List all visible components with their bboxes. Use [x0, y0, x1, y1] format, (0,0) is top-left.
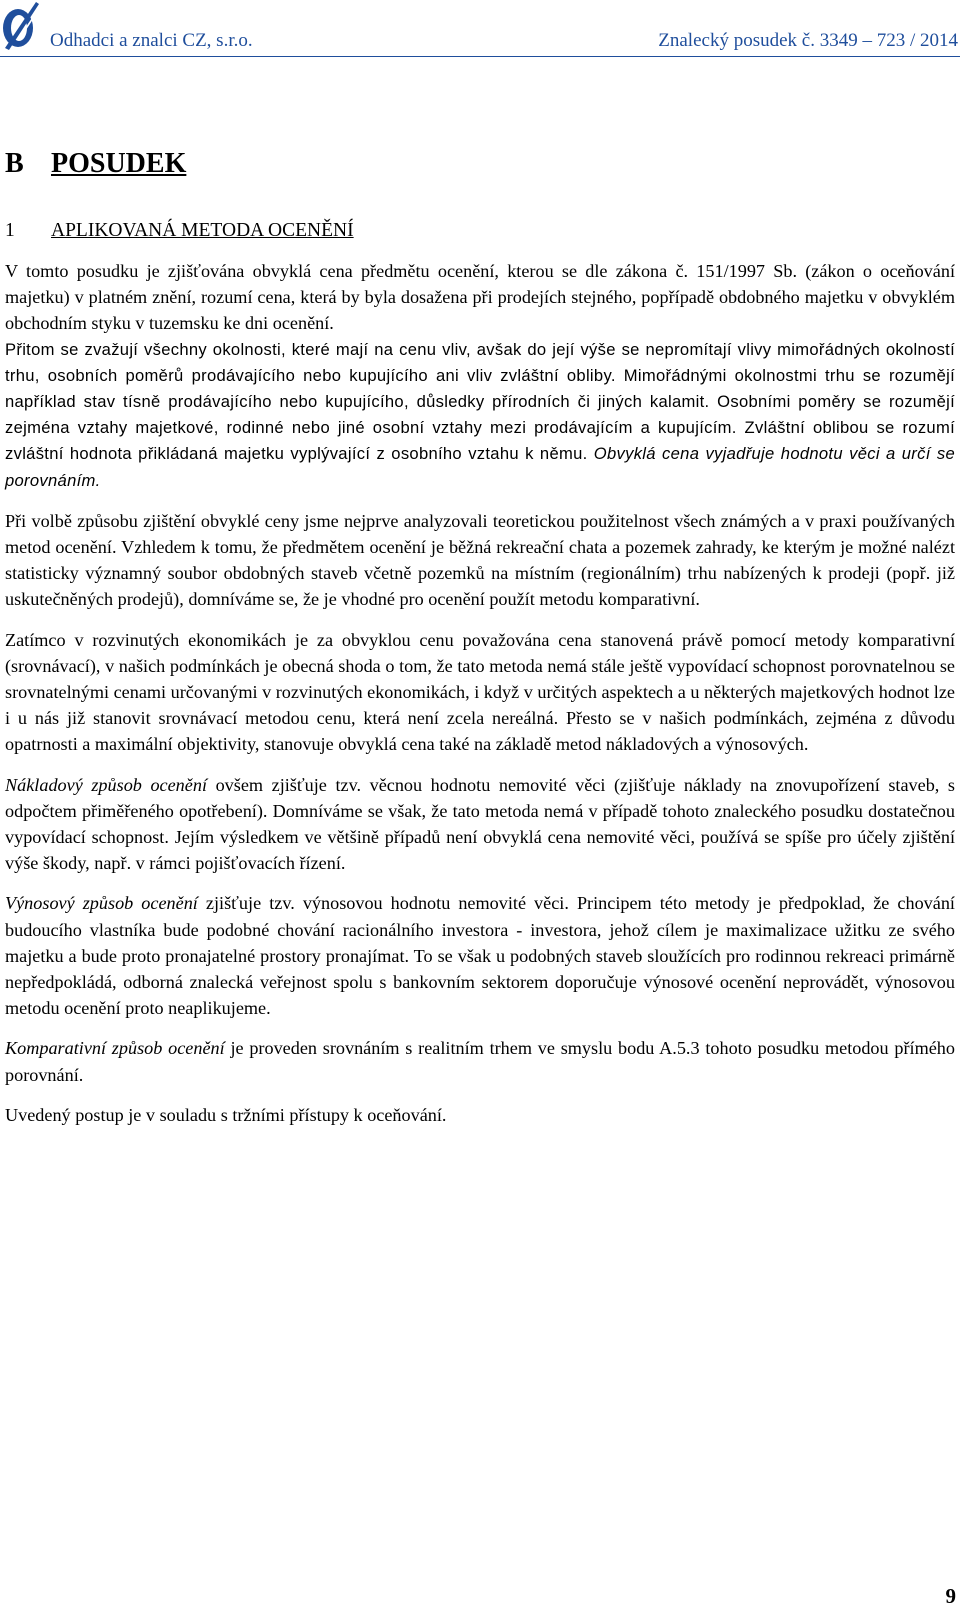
section-title: POSUDEK — [51, 148, 187, 179]
paragraph-circumstances — [5, 337, 955, 494]
subsection-number: 1 — [5, 220, 15, 241]
company-name: Odhadci a znalci CZ, s.r.o. — [50, 30, 253, 51]
paragraph-text: Zatímco v rozvinutých ekonomikách je za obvyklou cenu považována cena stanovená právě pomocí metody komparativní (srovnávací), v našich podmínkách je obecná shoda o tom, že tato metoda nemá stále ještě vypovídací schopnost porovnatelnou se srovnatelnými cenami určovanými v rozvinutých ekonomikách, i když v určitých aspektech a u některých majetkových hodnot lze i u nás již stanovit srovnávací metodou cenu, která není zcela nereálná. Přesto se v našich podmínkách, zejména z důvodu opatrnosti a maximální objektivity, stanovuje obvyklá cena také na základě metod nákladových a výnosových. — [5, 629, 955, 755]
paragraph-legal-definition — [5, 258, 955, 337]
paragraph-text: Uvedený postup je v souladu s tržními přístupy k oceňování. — [5, 1104, 447, 1125]
paragraph-method-choice — [5, 508, 955, 613]
report-body — [5, 258, 955, 1142]
report-reference: Znalecký posudek č. 3349 – 723 / 2014 — [658, 30, 958, 51]
paragraph-emphasis: Obvyklá cena vyjadřuje hodnotu věci a určí se porovnáním. — [5, 444, 955, 490]
section-letter: B — [5, 148, 24, 179]
paragraph-cost-method — [5, 772, 955, 877]
paragraph-text: zjišťuje tzv. výnosovou hodnotu nemovité věci. Principem této metody je předpoklad, že chování budoucího vlastníka bude podobné chování racionálního investora - investora, jehož cílem je maximalizace užitku ze svého majetku a bude proto pronajatelné prostory pronajímat. To se však u podobných staveb sloužících pro rodinnou rekreaci primárně nepředpokládá, odborná znalecká veřejnost spolu s bankovním sektorem doporučuje výnosové ocenění neprovádět, výnosovou metodu ocenění proto neaplikujeme. — [5, 893, 955, 1019]
header-divider — [0, 56, 960, 57]
paragraph-text: Přitom se zvažují všechny okolnosti, které mají na cenu vliv, avšak do její výše se nepromítají vlivy mimořádných okolností trhu, osobních poměrů prodávajícího nebo kupujícího ani vliv zvláštní obliby. Mimořádnými okolnostmi trhu se rozumějí například stav tísně prodávajícího nebo kupujícího, důsledky přírodních či jiných kalamit. Osobními poměry se rozumějí zejména vztahy majetkové, rodinné nebo jiné osobní vztahy mezi prodávajícím a kupujícím. Zvláštní oblibou se rozumí zvláštní hodnota přikládaná majetku vyplývající z osobního vztahu k němu. — [5, 339, 955, 464]
paragraph-emphasis: Komparativní způsob ocenění — [5, 1038, 225, 1059]
paragraph-text: V tomto posudku je zjišťována obvyklá cena předmětu ocenění, kterou se dle zákona č. 151/1997 Sb. (zákon o oceňování majetku) v platném znění, rozumí cena, která by byla dosažena při prodejích stejného, popřípadě obdobného majetku v obvyklém obchodním styku v tuzemsku ke dni ocenění. — [5, 261, 955, 334]
paragraph-income-method — [5, 890, 955, 1021]
subsection-title: APLIKOVANÁ METODA OCENĚNÍ — [51, 220, 354, 241]
paragraph-emphasis: Nákladový způsob ocenění — [5, 774, 207, 795]
subsection-heading — [5, 220, 354, 242]
paragraph-text: je proveden srovnáním s realitním trhem ve smyslu bodu A.5.3 tohoto posudku metodou přímého porovnání. — [5, 1038, 955, 1085]
paragraph-comparative-method — [5, 1035, 955, 1087]
paragraph-text: Při volbě způsobu zjištění obvyklé ceny jsme nejprve analyzovali teoretickou použitelnost všech známých a v praxi používaných metod ocenění. Vzhledem k tomu, že předmětem ocenění je běžná rekreační chata a pozemek zahrady, ke kterým je možné nalézt statisticky významný soubor obdobných staveb včetně pozemků na místním (regionálním) trhu nabízených k prodeji (popř. již uskutečněných prodejů), domníváme se, že je vhodné pro ocenění použít metodu komparativní. — [5, 510, 955, 610]
paragraph-emphasis: Výnosový způsob ocenění — [5, 893, 198, 914]
section-heading — [5, 148, 186, 180]
paragraph-comparative-context — [5, 627, 955, 758]
page-header — [0, 0, 960, 60]
page-number: 9 — [945, 1584, 956, 1608]
paragraph-text: ovšem zjišťuje tzv. věcnou hodnotu nemovité věci (zjišťuje náklady na znovupořízení staveb, s odpočtem přiměřeného opotřebení). Domníváme se však, že tato metoda nemá v případě tohoto znaleckého posudku dostatečnou vypovídací schopnost. Jejím výsledkem ve většině případů není obvyklá cena nemovité věci, používá se spíše pro účely zjištění výše škody, např. v rámci pojišťovacích řízení. — [5, 774, 955, 874]
paragraph-conclusion — [5, 1102, 955, 1128]
company-logo-icon — [2, 0, 40, 50]
